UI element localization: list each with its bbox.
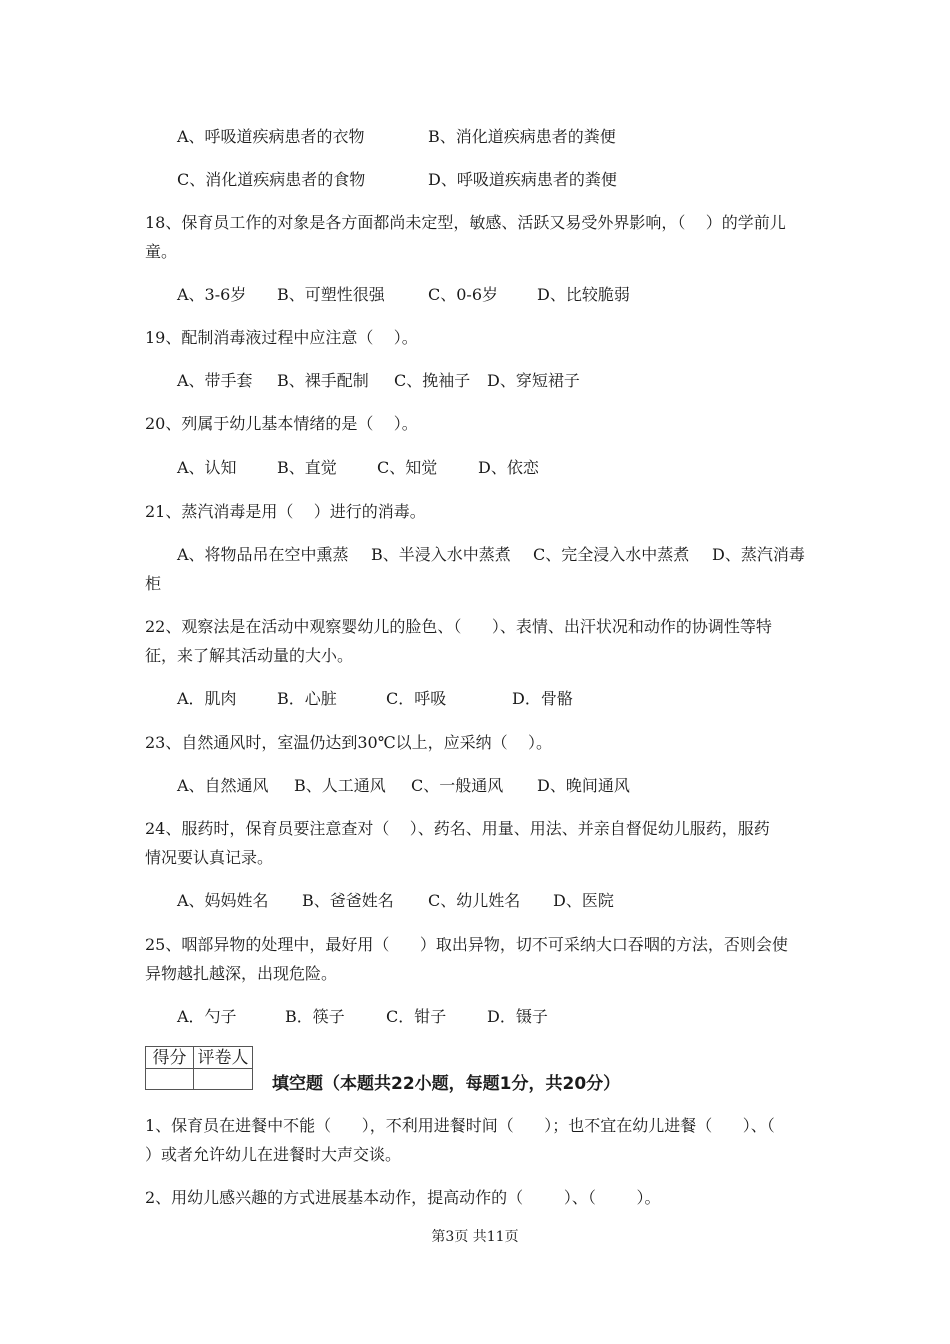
- text-line: 23、自然通风时，室温仍达到30℃以上，应采纳（ ）。: [145, 733, 552, 752]
- text-line: B、半浸入水中蒸煮: [371, 545, 511, 564]
- text-line: C、一般通风: [411, 776, 504, 795]
- text-line: D、依恋: [478, 458, 539, 477]
- text-line: A．勺子: [177, 1007, 237, 1026]
- text-line: 2、用幼儿感兴趣的方式进展基本动作，提高动作的（ ）、（ ）。: [145, 1188, 661, 1207]
- text-line: 异物越扎越深，出现危险。: [145, 964, 338, 983]
- score-box-label-grader: 评卷人: [194, 1047, 252, 1069]
- text-line: D．骨骼: [512, 689, 573, 708]
- text-line: ）或者允许幼儿在进餐时大声交谈。: [145, 1145, 402, 1164]
- text-line: B．心脏: [277, 689, 337, 708]
- page-footer: 第3页 共11页: [431, 1229, 519, 1245]
- text-line: A、认知: [177, 458, 237, 477]
- text-line: C、幼儿姓名: [428, 891, 521, 910]
- text-line: 21、蒸汽消毒是用（ ）进行的消毒。: [145, 502, 426, 521]
- text-line: A、呼吸道疾病患者的衣物: [177, 127, 365, 146]
- text-line: B、可塑性很强: [277, 285, 385, 304]
- text-line: B、裸手配制: [277, 371, 369, 390]
- text-line: 童。: [145, 242, 178, 261]
- text-line: D、比较脆弱: [537, 285, 630, 304]
- text-line: 1、保育员在进餐中不能（ ），不利用进餐时间（ ）；也不宜在幼儿进餐（ ）、（: [145, 1116, 775, 1135]
- score-box: [145, 1046, 253, 1090]
- text-line: A．肌肉: [177, 689, 237, 708]
- text-line: B．筷子: [285, 1007, 345, 1026]
- text-line: D、呼吸道疾病患者的粪便: [428, 170, 617, 189]
- text-line: B、直觉: [277, 458, 337, 477]
- text-line: D、穿短裙子: [487, 371, 580, 390]
- text-line: D．镊子: [487, 1007, 548, 1026]
- text-line: C、消化道疾病患者的食物: [177, 170, 366, 189]
- text-line: B、消化道疾病患者的粪便: [428, 127, 616, 146]
- text-line: A、带手套: [177, 371, 253, 390]
- text-line: 19、配制消毒液过程中应注意（ ）。: [145, 328, 418, 347]
- text-line: D、医院: [553, 891, 614, 910]
- text-line: A、自然通风: [177, 776, 269, 795]
- text-line: 20、列属于幼儿基本情绪的是（ ）。: [145, 414, 418, 433]
- text-line: 柜: [145, 574, 162, 593]
- text-line: A、3-6岁: [177, 285, 247, 304]
- text-line: D、蒸汽消毒: [712, 545, 805, 564]
- text-line: C、知觉: [377, 458, 438, 477]
- text-line: 18、保育员工作的对象是各方面都尚未定型，敏感、活跃又易受外界影响，（ ）的学前儿: [145, 213, 786, 232]
- score-box-label-score: 得分: [146, 1047, 194, 1069]
- text-line: C、挽袖子: [394, 371, 471, 390]
- text-line: 25、咽部异物的处理中，最好用（ ）取出异物，切不可采纳大口吞咽的方法，否则会使: [145, 935, 788, 954]
- text-line: 24、服药时，保育员要注意查对（ ）、药名、用量、用法、并亲自督促幼儿服药，服药: [145, 819, 770, 838]
- score-box-value-grader: [194, 1069, 252, 1089]
- text-line: A、将物品吊在空中熏蒸: [177, 545, 349, 564]
- score-box-value-score: [146, 1069, 194, 1089]
- text-line: B、人工通风: [294, 776, 386, 795]
- text-line: C、完全浸入水中蒸煮: [533, 545, 690, 564]
- text-line: C、0-6岁: [428, 285, 499, 304]
- text-line: C．钳子: [386, 1007, 447, 1026]
- text-line: C．呼吸: [386, 689, 447, 708]
- text-line: D、晚间通风: [537, 776, 630, 795]
- text-line: 情况要认真记录。: [145, 848, 274, 867]
- text-line: B、爸爸姓名: [302, 891, 394, 910]
- text-line: A、妈妈姓名: [177, 891, 269, 910]
- section-title-fill-in: 填空题（本题共22小题，每题1分，共20分）: [272, 1074, 621, 1094]
- text-line: 22、观察法是在活动中观察婴幼儿的脸色、（ ）、表情、出汗状况和动作的协调性等特: [145, 617, 772, 636]
- text-line: 征，来了解其活动量的大小。: [145, 646, 354, 665]
